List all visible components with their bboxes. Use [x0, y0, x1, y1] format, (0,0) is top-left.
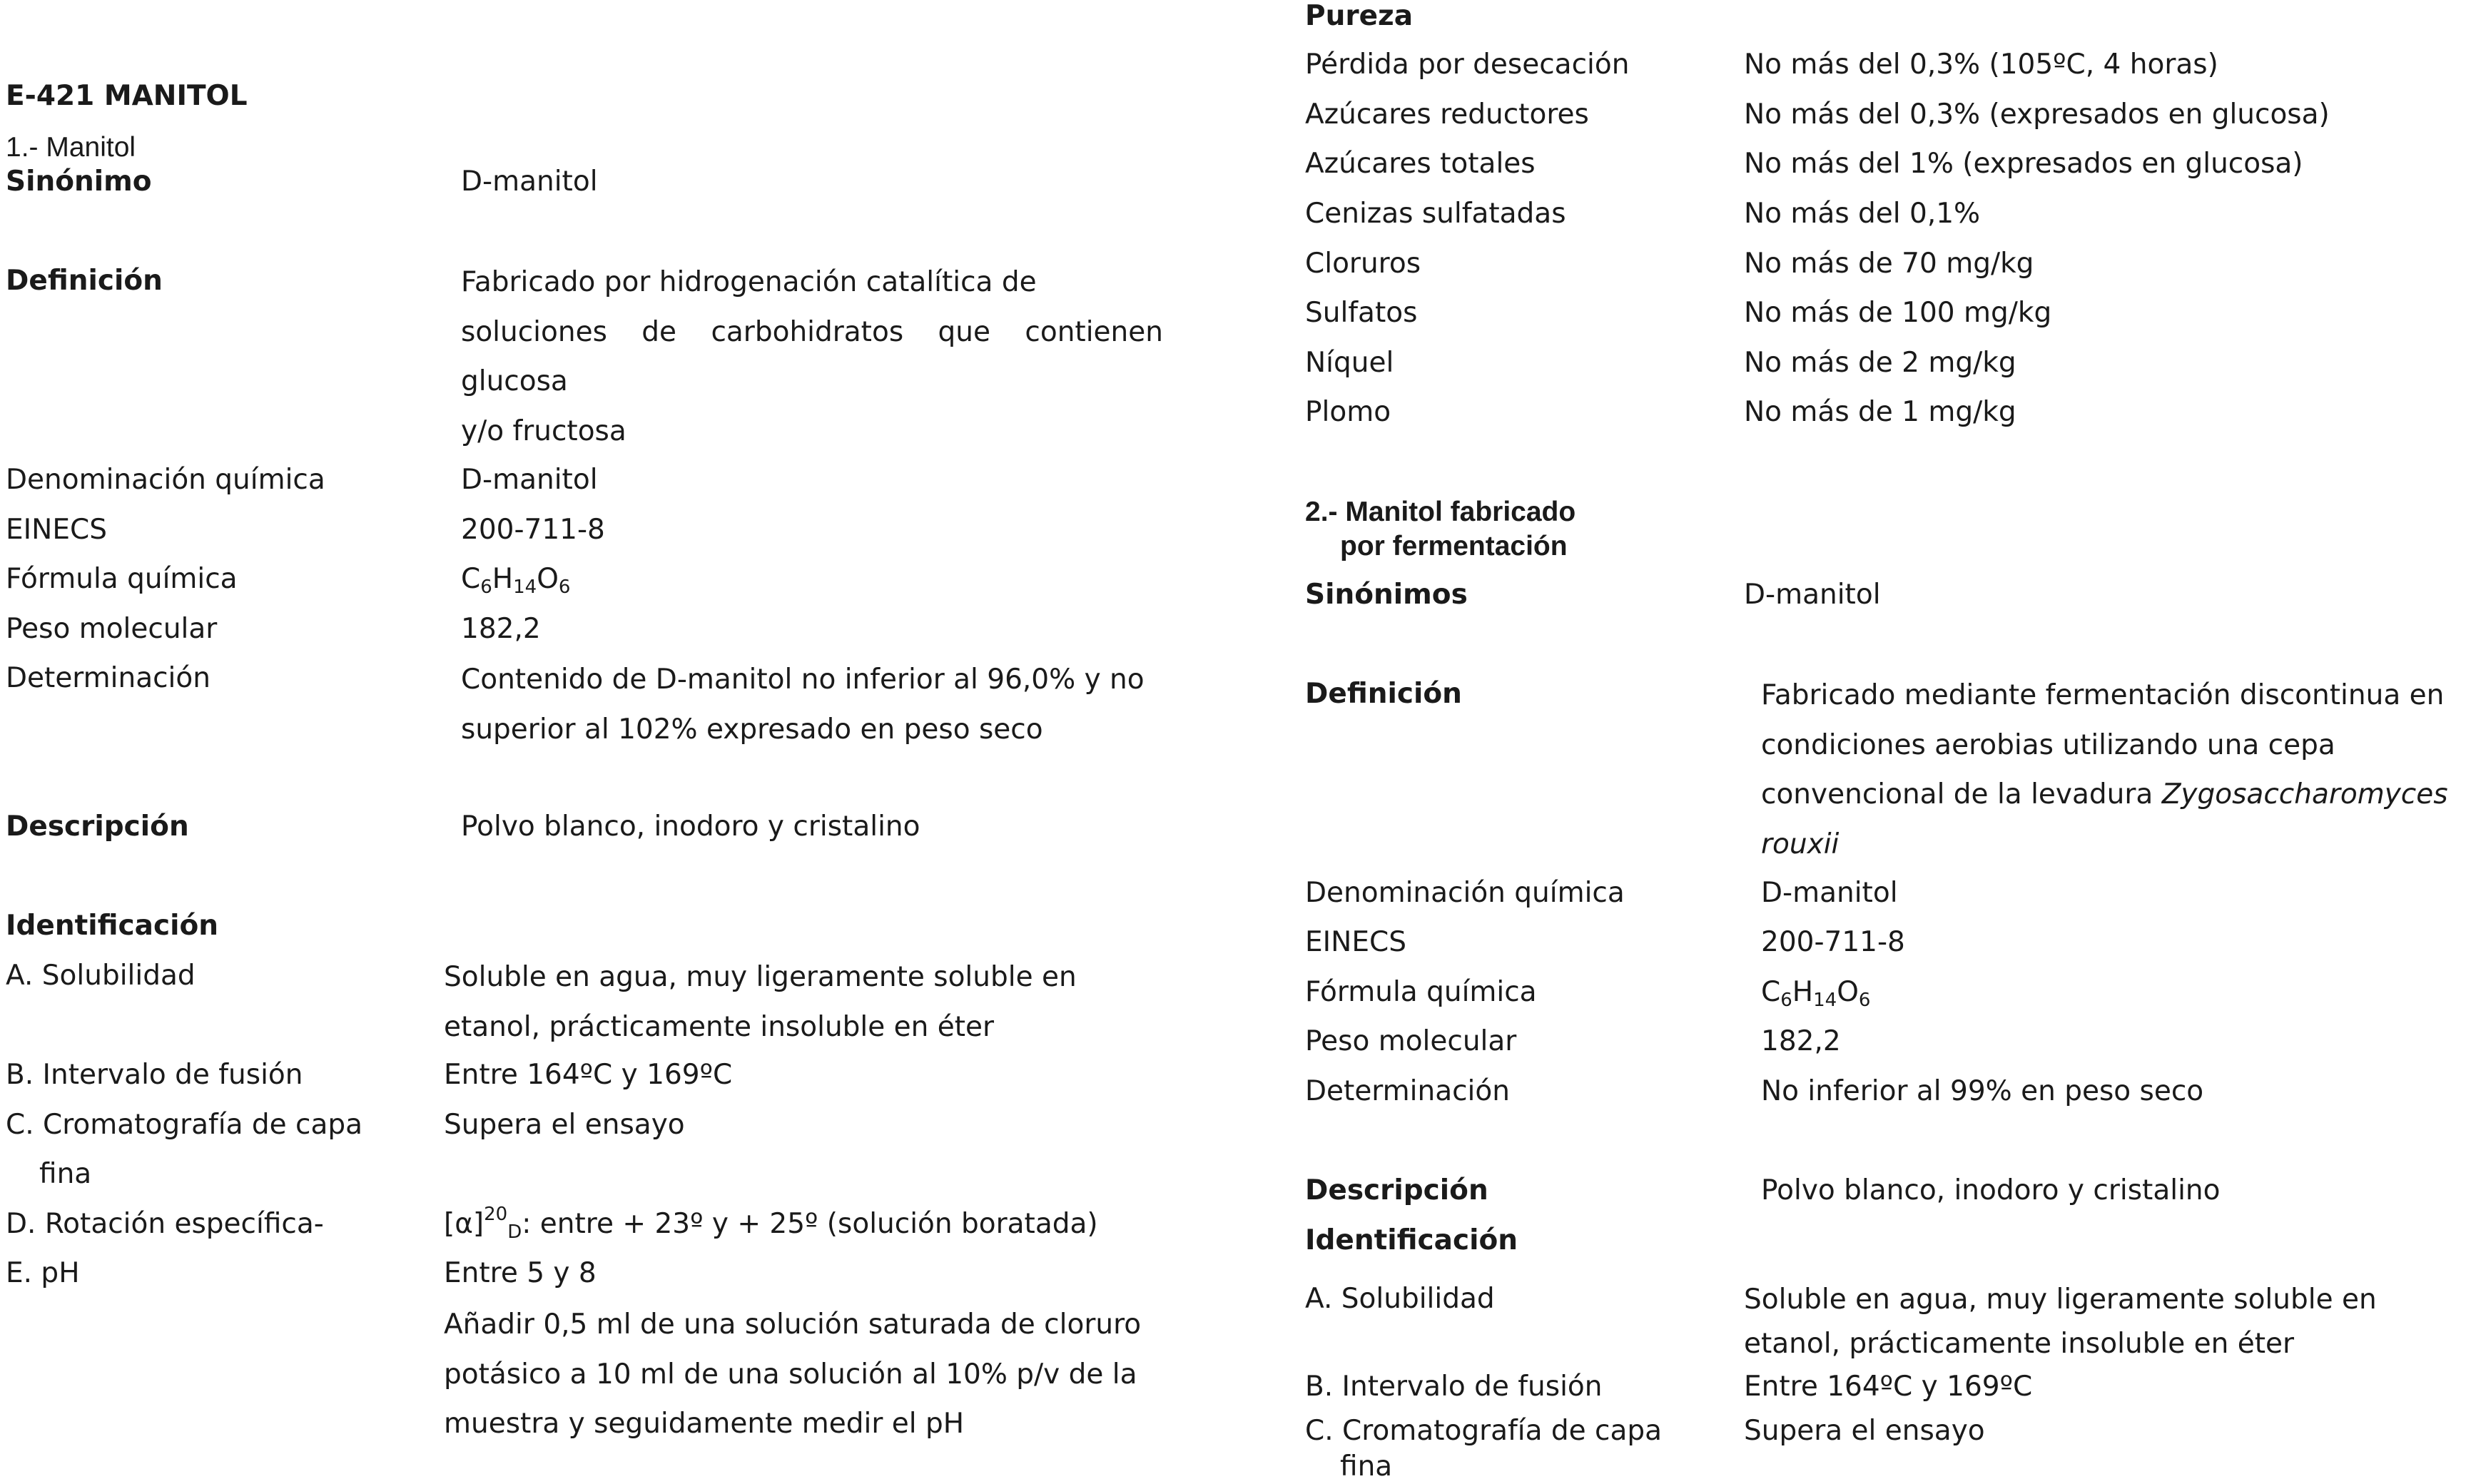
determinacion-line: Contenido de D-manitol no inferior al 96,0% y no	[461, 664, 1145, 696]
einecs-value: 200-711-8	[461, 514, 605, 546]
ph-method-line: Añadir 0,5 ml de una solución saturada de cloruro	[444, 1308, 1142, 1341]
solubilidad-line: Soluble en agua, muy ligeramente soluble en	[444, 961, 1077, 993]
pureza-item-value: No más de 100 mg/kg	[1744, 297, 2052, 329]
determinacion-line: superior al 102% expresado en peso seco	[461, 713, 1043, 746]
species-name-cont: rouxii	[1761, 828, 1840, 860]
definicion-line	[1761, 820, 2464, 870]
descripcion-label: Descripción	[6, 810, 189, 843]
formula-label: Fórmula química	[6, 563, 238, 595]
ph-label: E. pH	[6, 1257, 80, 1289]
solubilidad-line: etanol, prácticamente insoluble en éter	[444, 1010, 995, 1043]
denominacion-label: Denominación química	[6, 464, 325, 496]
determinacion-text	[461, 655, 1163, 754]
descripcion-label-2: Descripción	[1305, 1174, 1488, 1206]
determinacion-label: Determinación	[6, 662, 210, 694]
document-title: E-421 MANITOL	[6, 80, 248, 112]
cromatografia-value-2: Supera el ensayo	[1744, 1415, 1985, 1447]
fusion-value-2: Entre 164ºC y 169ºC	[1744, 1371, 2033, 1403]
definicion-label-2: Definición	[1305, 678, 1462, 710]
peso-label: Peso molecular	[6, 613, 218, 645]
pureza-item-value: No más de 1 mg/kg	[1744, 396, 2016, 428]
einecs-label: EINECS	[6, 514, 107, 546]
definicion-text	[461, 258, 1163, 456]
pureza-item-label: Plomo	[1305, 396, 1391, 428]
sinonimos-label: Sinónimos	[1305, 579, 1468, 611]
pureza-item-value: No más del 0,3% (105ºC, 4 horas)	[1744, 49, 2218, 81]
pureza-item-label: Cloruros	[1305, 248, 1421, 280]
pureza-item-value: No más del 0,1%	[1744, 198, 1981, 230]
fusion-label-2: B. Intervalo de fusión	[1305, 1371, 1603, 1403]
definicion-text-2	[1761, 671, 2464, 869]
formula-value-2: $C_6H_{14}O_6$	[1761, 976, 1871, 1011]
solubilidad-label-2: A. Solubilidad	[1305, 1283, 1495, 1315]
solubilidad-line: Soluble en agua, muy ligeramente soluble en	[1744, 1284, 2377, 1316]
peso-label-2: Peso molecular	[1305, 1025, 1517, 1057]
solubilidad-label: A. Solubilidad	[6, 960, 196, 992]
einecs-value-2: 200-711-8	[1761, 926, 1905, 958]
peso-value: 182,2	[461, 613, 541, 645]
definicion-line: Fabricado por hidrogenación catalítica de	[461, 266, 1037, 298]
solubilidad-text	[444, 952, 1163, 1052]
rotacion-value: $[\alpha]^{20}_D$: entre + 23º y + 25º (solución boratada)	[444, 1204, 1098, 1243]
pureza-item-value: No más de 70 mg/kg	[1744, 248, 2034, 280]
sinonimos-value: D-manitol	[1744, 579, 1881, 611]
ph-value: Entre 5 y 8	[444, 1257, 597, 1289]
definicion-label: Definición	[6, 265, 163, 297]
cromatografia-label-cont: fina	[39, 1158, 92, 1190]
ph-method-line: muestra y seguidamente medir el pH	[444, 1408, 965, 1440]
pureza-item-label: Cenizas sulfatadas	[1305, 198, 1566, 230]
pureza-item-label: Sulfatos	[1305, 297, 1418, 329]
cromatografia-value: Supera el ensayo	[444, 1109, 685, 1141]
determinacion-value-2: No inferior al 99% en peso seco	[1761, 1075, 2204, 1107]
descripcion-value: Polvo blanco, inodoro y cristalino	[461, 810, 920, 843]
pureza-item-value: No más del 0,3% (expresados en glucosa)	[1744, 98, 2330, 131]
identificacion-label-2: Identificación	[1305, 1224, 1518, 1256]
pureza-item-value: No más de 2 mg/kg	[1744, 347, 2016, 379]
fusion-value: Entre 164ºC y 169ºC	[444, 1059, 733, 1091]
formula-label-2: Fórmula química	[1305, 976, 1537, 1008]
definicion-line: soluciones de carbohidratos que contienen glucosa	[461, 315, 1163, 397]
fusion-label: B. Intervalo de fusión	[6, 1059, 303, 1091]
ph-method-line: potásico a 10 ml de una solución al 10% p/v de la	[444, 1358, 1137, 1391]
ph-method-text	[444, 1300, 1163, 1449]
species-name: Zygosaccharomyces	[2161, 778, 2448, 810]
definicion-line: convencional de la levadura Zygosaccharomyces	[1761, 778, 2448, 810]
definicion-line: condiciones aerobias utilizando una cepa	[1761, 728, 2335, 761]
rotacion-label: D. Rotación específica-	[6, 1208, 324, 1240]
pureza-item-label: Pérdida por desecación	[1305, 49, 1630, 81]
definicion-line: Fabricado mediante fermentación discontinua en	[1761, 679, 2445, 711]
definicion-line: y/o fructosa	[461, 415, 626, 447]
peso-value-2: 182,2	[1761, 1025, 1841, 1057]
pureza-item-label: Azúcares totales	[1305, 148, 1536, 180]
denominacion-label-2: Denominación química	[1305, 877, 1625, 909]
formula-value: $C_6H_{14}O_6$	[461, 563, 571, 598]
section-2-title: 2.- Manitol fabricado	[1305, 497, 1576, 527]
pureza-item-label: Azúcares reductores	[1305, 98, 1589, 131]
cromatografia-label-2: C. Cromatografía de capa	[1305, 1415, 1663, 1447]
denominacion-value-2: D-manitol	[1761, 877, 1898, 909]
descripcion-value-2: Polvo blanco, inodoro y cristalino	[1761, 1174, 2221, 1206]
cromatografia-label-cont-2: fina	[1340, 1450, 1393, 1483]
pureza-item-value: No más del 1% (expresados en glucosa)	[1744, 148, 2303, 180]
einecs-label-2: EINECS	[1305, 926, 1406, 958]
sinonimo-value: D-manitol	[461, 166, 598, 198]
denominacion-value: D-manitol	[461, 464, 598, 496]
identificacion-label: Identificación	[6, 910, 219, 942]
pureza-label: Pureza	[1305, 0, 1414, 32]
pureza-item-label: Níquel	[1305, 347, 1394, 379]
section-1-title: 1.- Manitol	[6, 132, 136, 163]
determinacion-label-2: Determinación	[1305, 1075, 1510, 1107]
solubilidad-line: etanol, prácticamente insoluble en éter	[1744, 1328, 2295, 1360]
cromatografia-label: C. Cromatografía de capa	[6, 1109, 363, 1141]
section-2-title-cont: por fermentación	[1340, 531, 1568, 561]
sinonimo-label: Sinónimo	[6, 166, 152, 198]
solubilidad-text-2	[1744, 1278, 2464, 1366]
